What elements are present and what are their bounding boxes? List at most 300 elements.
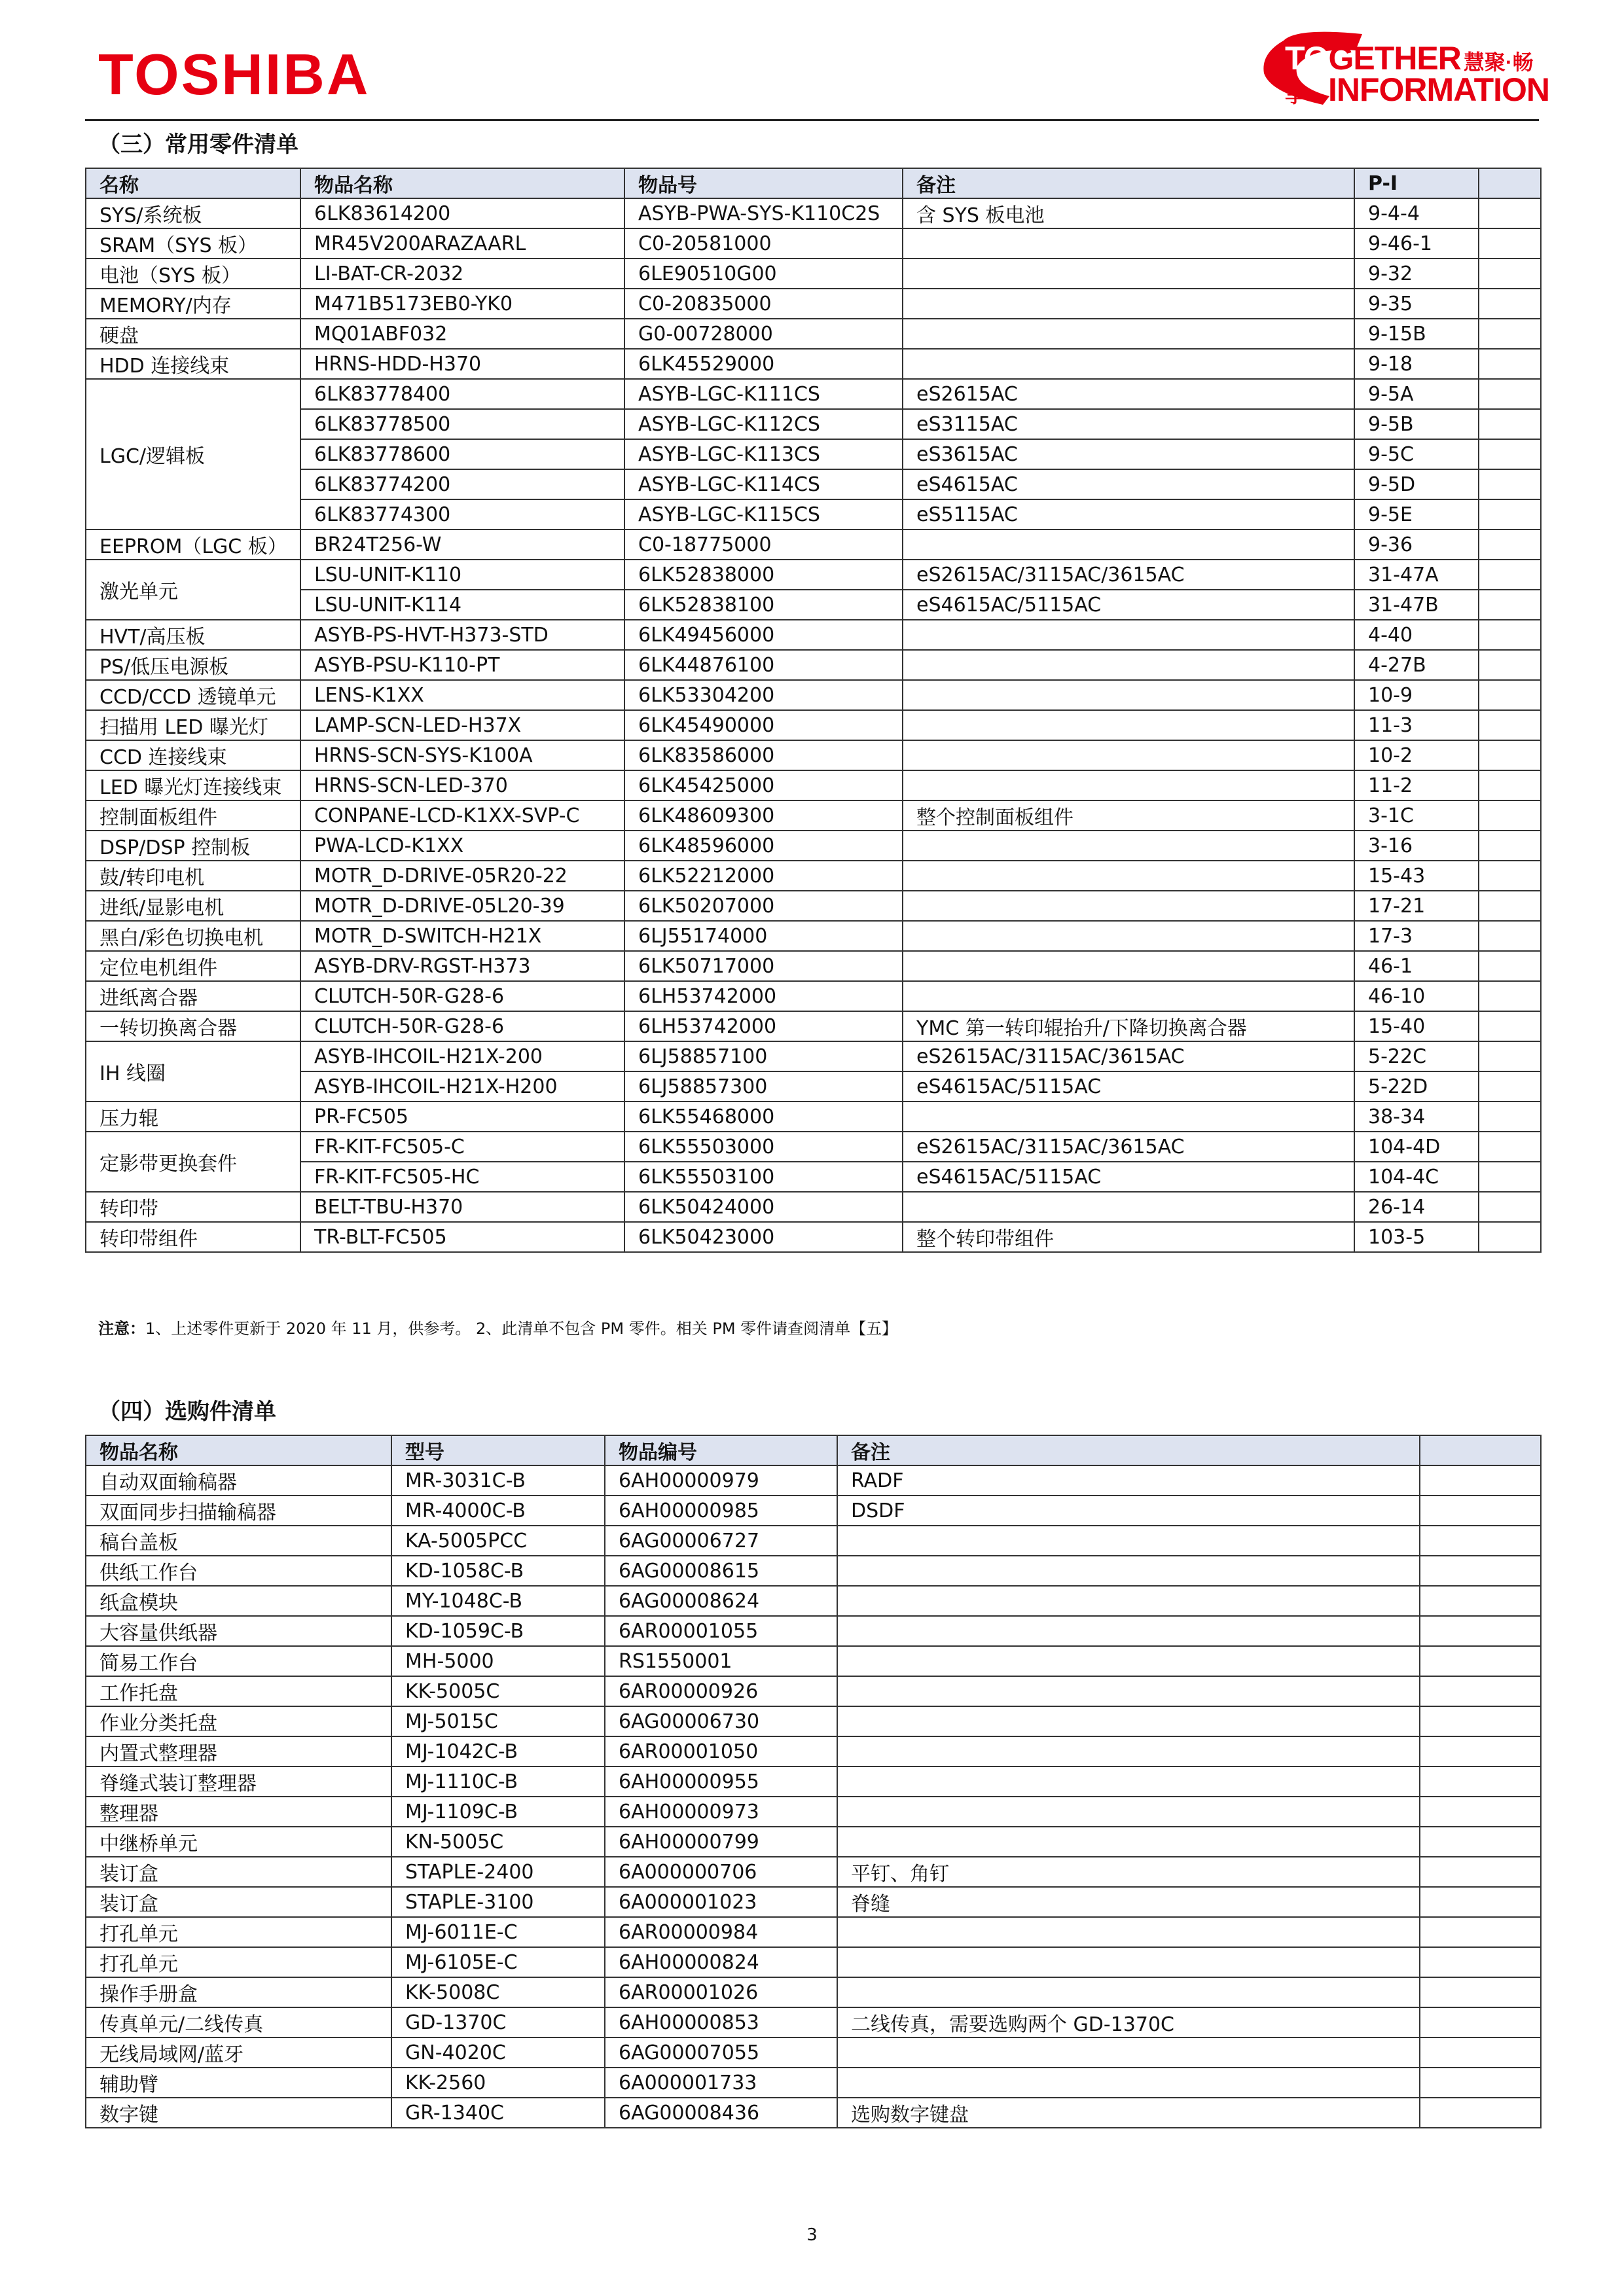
table-cell: 工作托盘 [86,1676,391,1706]
table-cell [903,891,1354,921]
table-cell: 17-21 [1354,891,1479,921]
table-cell: 6A000000706 [605,1857,837,1887]
table-cell: 9-32 [1354,259,1479,289]
table-row [86,1496,1541,1526]
table-cell: 6AG00008436 [605,2098,837,2128]
table-cell: 6AR00000926 [605,1676,837,1706]
table-cell [903,921,1354,951]
table-cell: 电池（SYS 板） [86,259,300,289]
table-row [86,650,1541,680]
table-cell: ASYB-LGC-K115CS [624,499,903,529]
table-cell: 6LJ58857300 [624,1071,903,1102]
table-cell: FR-KIT-FC505-HC [300,1162,624,1192]
table-cell: 内置式整理器 [86,1736,391,1767]
table-cell [1420,1857,1541,1887]
table-cell: 传真单元/二线传真 [86,2007,391,2037]
table-cell: 整个控制面板组件 [903,800,1354,831]
table-cell: 作业分类托盘 [86,1706,391,1736]
table-cell [903,981,1354,1011]
table-cell: KA-5005PCC [391,1526,605,1556]
table-cell: 6LK52212000 [624,861,903,891]
table-cell: 辅助臂 [86,2068,391,2098]
table-cell: MR45V200ARAZAARL [300,228,624,259]
table-cell: 无线局域网/蓝牙 [86,2037,391,2068]
table-cell: MQ01ABF032 [300,319,624,349]
table-row [86,228,1541,259]
table-cell: EEPROM（LGC 板） [86,529,300,560]
table-cell: 4-27B [1354,650,1479,680]
table-cell [1479,590,1541,620]
table-cell [903,650,1354,680]
table-row [86,289,1541,319]
table-cell: 一转切换离合器 [86,1011,300,1041]
table-row [86,379,1541,409]
table-cell: 9-18 [1354,349,1479,379]
table-cell [903,831,1354,861]
header-cell: 物品名称 [86,1435,391,1465]
table-cell: 扫描用 LED 曝光灯 [86,710,300,740]
table-cell [837,2037,1420,2068]
table-cell: 6LK48609300 [624,800,903,831]
table-cell: CLUTCH-50R-G28-6 [300,1011,624,1041]
table-cell: 装订盒 [86,1857,391,1887]
table-cell: 6AH00000853 [605,2007,837,2037]
header-cell: P-I [1354,168,1479,198]
table-cell: 稿台盖板 [86,1526,391,1556]
table-cell [1420,2007,1541,2037]
table-cell: CCD/CCD 透镜单元 [86,680,300,710]
table-cell [1479,499,1541,529]
table-row [86,1887,1541,1917]
table-cell [1420,1887,1541,1917]
table-cell: KK-5008C [391,1977,605,2007]
table-cell [1479,1162,1541,1192]
table-cell: 5-22C [1354,1041,1479,1071]
table-cell [1479,560,1541,590]
table-cell: 9-15B [1354,319,1479,349]
table-cell: eS3615AC [903,439,1354,469]
table-cell: 6LK50717000 [624,951,903,981]
table-cell [1420,2037,1541,2068]
table-cell [837,1706,1420,1736]
table-cell: MOTR_D-DRIVE-05L20-39 [300,891,624,921]
table-cell: eS2615AC [903,379,1354,409]
table-row [86,349,1541,379]
table-cell: ASYB-LGC-K113CS [624,439,903,469]
table-cell [1479,289,1541,319]
table-cell [1420,1465,1541,1496]
table-cell: PS/低压电源板 [86,650,300,680]
table-cell [1479,1222,1541,1252]
table-cell: 6LH53742000 [624,1011,903,1041]
table-row [86,1736,1541,1767]
table-row [86,259,1541,289]
table-row [86,2007,1541,2037]
table-row [86,1797,1541,1827]
table-cell [1479,770,1541,800]
table-cell: MJ-6105E-C [391,1947,605,1977]
table-cell [1479,891,1541,921]
table-cell: eS2615AC/3115AC/3615AC [903,1041,1354,1071]
table-cell: C0-20581000 [624,228,903,259]
table-cell: 9-5C [1354,439,1479,469]
table-cell: 6LK45490000 [624,710,903,740]
table-cell: 纸盒模块 [86,1586,391,1616]
table-cell: eS4615AC [903,469,1354,499]
table-cell: C0-18775000 [624,529,903,560]
table-cell: 6AR00001055 [605,1616,837,1646]
table-cell [1479,469,1541,499]
table-cell: 6AH00000955 [605,1767,837,1797]
table-cell: eS4615AC/5115AC [903,1071,1354,1102]
table-row [86,1586,1541,1616]
table-cell: MY-1048C-B [391,1586,605,1616]
table-cell: GN-4020C [391,2037,605,2068]
table-cell: 6LK83778500 [300,409,624,439]
table-cell: 6LK45425000 [624,770,903,800]
table-cell: ASYB-PS-HVT-H373-STD [300,620,624,650]
parts-section-title: （三）常用零件清单 [98,132,298,158]
table-cell: eS3115AC [903,409,1354,439]
table-cell: ASYB-PSU-K110-PT [300,650,624,680]
table-cell: 38-34 [1354,1102,1479,1132]
table-cell: MJ-1042C-B [391,1736,605,1767]
table-cell: 6AG00006730 [605,1706,837,1736]
table-cell [1420,2098,1541,2128]
table-cell: MR-3031C-B [391,1465,605,1496]
table-row [86,1947,1541,1977]
table-cell: CCD 连接线束 [86,740,300,770]
table-row [86,1676,1541,1706]
table-cell: PWA-LCD-K1XX [300,831,624,861]
table-cell: 10-2 [1354,740,1479,770]
table-cell: HDD 连接线束 [86,349,300,379]
table-cell: CLUTCH-50R-G28-6 [300,981,624,1011]
table-cell: ASYB-DRV-RGST-H373 [300,951,624,981]
table-cell: 6LK83774200 [300,469,624,499]
table-cell: 简易工作台 [86,1646,391,1676]
table-cell: TR-BLT-FC505 [300,1222,624,1252]
table-cell [1479,740,1541,770]
table-cell: BELT-TBU-H370 [300,1192,624,1222]
table-row [86,1616,1541,1646]
table-cell [1479,259,1541,289]
table-cell: LSU-UNIT-K110 [300,560,624,590]
table-cell [903,861,1354,891]
table-cell [1479,439,1541,469]
table-cell [1479,529,1541,560]
table-cell [837,1736,1420,1767]
table-cell: IH 线圈 [86,1041,300,1102]
table-cell: 供纸工作台 [86,1556,391,1586]
table-cell: G0-00728000 [624,319,903,349]
table-cell: 46-1 [1354,951,1479,981]
table-cell [1420,1586,1541,1616]
table-cell: 打孔单元 [86,1917,391,1947]
table-cell: 自动双面输稿器 [86,1465,391,1496]
table-row [86,1192,1541,1222]
table-cell: eS2615AC/3115AC/3615AC [903,560,1354,590]
table-cell: KD-1059C-B [391,1616,605,1646]
table-cell [837,1646,1420,1676]
table-row [86,198,1541,228]
table-cell [1479,981,1541,1011]
table-cell: 103-5 [1354,1222,1479,1252]
table-cell [837,1586,1420,1616]
table-cell [903,259,1354,289]
table-row [86,891,1541,921]
table-cell: 3-16 [1354,831,1479,861]
table-cell: STAPLE-3100 [391,1887,605,1917]
table-row [86,1857,1541,1887]
options-section-title: （四）选购件清单 [98,1399,276,1425]
table-cell: LGC/逻辑板 [86,379,300,529]
table-cell: LI-BAT-CR-2032 [300,259,624,289]
table-cell: 6LK55503100 [624,1162,903,1192]
table-cell [1479,198,1541,228]
table-cell [903,710,1354,740]
table-row [86,1706,1541,1736]
table-row [86,1827,1541,1857]
table-cell [1479,921,1541,951]
table-cell [1479,1192,1541,1222]
table-cell: 6LK44876100 [624,650,903,680]
table-cell: 6AG00008624 [605,1586,837,1616]
brand-line-1: TOGETHER 慧聚·畅享 [1285,40,1534,107]
table-cell: 9-5A [1354,379,1479,409]
table-row [86,1102,1541,1132]
toshiba-logo: TOSHIBA [98,42,370,107]
table-cell [837,1827,1420,1857]
table-cell [1420,1736,1541,1767]
table-cell: 6LK83586000 [624,740,903,770]
table-cell: 转印带组件 [86,1222,300,1252]
table-row [86,1767,1541,1797]
table-cell: MJ-1110C-B [391,1767,605,1797]
table-cell: 定影带更换套件 [86,1132,300,1192]
table-cell: 6LK83778400 [300,379,624,409]
table-cell: 6AH00000973 [605,1797,837,1827]
table-cell: 17-3 [1354,921,1479,951]
table-row [86,620,1541,650]
table-cell [903,349,1354,379]
table-cell: 6LK50423000 [624,1222,903,1252]
brand-line-2: INFORMATION [1328,71,1550,108]
table-cell [1479,1041,1541,1071]
table-cell: ASYB-LGC-K112CS [624,409,903,439]
table-cell [903,228,1354,259]
table-row [86,1222,1541,1252]
table-cell [837,1977,1420,2007]
table-cell: 6AH00000824 [605,1947,837,1977]
header-cell: 物品名称 [300,168,624,198]
table-cell: 整个转印带组件 [903,1222,1354,1252]
table-cell: HRNS-SCN-SYS-K100A [300,740,624,770]
table-cell: 6LK52838100 [624,590,903,620]
table-cell: 104-4C [1354,1162,1479,1192]
table-cell: 9-5B [1354,409,1479,439]
table-cell: KK-5005C [391,1676,605,1706]
parts-note: 注意：1、上述零件更新于 2020 年 11 月，供参考。 2、此清单不包含 PM 零件。相关 PM 零件请查阅清单【五】 [98,1319,898,1338]
header-cell: 物品号 [624,168,903,198]
header-cell: 名称 [86,168,300,198]
table-cell: 9-5E [1354,499,1479,529]
table-cell [1479,951,1541,981]
table-cell: eS4615AC/5115AC [903,590,1354,620]
table-cell: MOTR_D-DRIVE-05R20-22 [300,861,624,891]
table-row [86,831,1541,861]
table-cell: 4-40 [1354,620,1479,650]
table-cell [903,620,1354,650]
table-cell: 数字键 [86,2098,391,2128]
table-cell: 6LK55468000 [624,1102,903,1132]
table-cell: MR-4000C-B [391,1496,605,1526]
table-cell: MJ-6011E-C [391,1917,605,1947]
table-cell: 6LK50207000 [624,891,903,921]
table-cell: 31-47A [1354,560,1479,590]
table-cell: MOTR_D-SWITCH-H21X [300,921,624,951]
table-cell [1479,1011,1541,1041]
options-table-header [86,1435,1541,1465]
table-cell: 6LK53304200 [624,680,903,710]
table-cell [837,1526,1420,1556]
table-cell: 转印带 [86,1192,300,1222]
table-row [86,710,1541,740]
table-cell: 6LJ55174000 [624,921,903,951]
table-cell [1479,228,1541,259]
table-row [86,1646,1541,1676]
table-row [86,2098,1541,2128]
together-information-logo [1257,27,1550,108]
table-cell: 激光单元 [86,560,300,620]
table-cell: 6LK83774300 [300,499,624,529]
table-cell: 9-36 [1354,529,1479,560]
table-cell: KK-2560 [391,2068,605,2098]
table-cell: 大容量供纸器 [86,1616,391,1646]
table-cell: 6LE90510G00 [624,259,903,289]
table-cell [1420,2068,1541,2098]
table-cell: LENS-K1XX [300,680,624,710]
table-cell: 6AG00007055 [605,2037,837,2068]
table-cell [1479,349,1541,379]
table-cell [903,1192,1354,1222]
table-cell [1479,800,1541,831]
table-row [86,1011,1541,1041]
table-cell [1479,650,1541,680]
table-cell: MJ-5015C [391,1706,605,1736]
table-cell: 控制面板组件 [86,800,300,831]
table-row [86,1162,1541,1192]
table-cell [903,680,1354,710]
header-divider [85,119,1539,121]
table-cell: 6A000001023 [605,1887,837,1917]
table-cell: M471B5173EB0-YK0 [300,289,624,319]
table-cell: 46-10 [1354,981,1479,1011]
table-cell [1479,861,1541,891]
table-cell: SYS/系统板 [86,198,300,228]
table-row [86,1556,1541,1586]
table-row [86,1465,1541,1496]
table-row [86,1526,1541,1556]
table-cell: 15-43 [1354,861,1479,891]
table-cell [1420,1827,1541,1857]
table-row [86,1041,1541,1071]
table-cell: 6AR00001050 [605,1736,837,1767]
table-cell [837,1616,1420,1646]
table-cell [1420,1917,1541,1947]
options-table [85,1435,1542,2128]
table-cell: 整理器 [86,1797,391,1827]
table-row [86,1132,1541,1162]
table-cell: 鼓/转印电机 [86,861,300,891]
header-cell [1420,1435,1541,1465]
table-cell: HVT/高压板 [86,620,300,650]
table-cell: 进纸/显影电机 [86,891,300,921]
table-cell: FR-KIT-FC505-C [300,1132,624,1162]
table-row [86,921,1541,951]
table-row [86,981,1541,1011]
header-cell [1479,168,1541,198]
page-number: 3 [806,2225,818,2245]
table-cell: 6LK52838000 [624,560,903,590]
table-cell [837,1917,1420,1947]
table-row [86,2037,1541,2068]
table-cell: ASYB-LGC-K114CS [624,469,903,499]
table-cell [1420,1616,1541,1646]
table-cell: 31-47B [1354,590,1479,620]
table-row [86,439,1541,469]
table-cell [903,951,1354,981]
table-cell [1479,620,1541,650]
table-cell [1479,379,1541,409]
table-cell: 9-35 [1354,289,1479,319]
table-cell [1420,1947,1541,1977]
table-cell [1420,1797,1541,1827]
table-cell [837,1947,1420,1977]
table-cell: 6LK48596000 [624,831,903,861]
table-cell [1420,1646,1541,1676]
table-cell: STAPLE-2400 [391,1857,605,1887]
table-cell [1420,1706,1541,1736]
table-cell [903,529,1354,560]
table-cell: 压力辊 [86,1102,300,1132]
table-cell: ASYB-IHCOIL-H21X-H200 [300,1071,624,1102]
table-cell: MEMORY/内存 [86,289,300,319]
table-cell: 含 SYS 板电池 [903,198,1354,228]
table-cell [1479,1102,1541,1132]
table-cell [903,740,1354,770]
table-cell: 9-46-1 [1354,228,1479,259]
table-cell [837,2068,1420,2098]
table-cell: 11-2 [1354,770,1479,800]
table-cell: 6AG00006727 [605,1526,837,1556]
table-cell: 6LH53742000 [624,981,903,1011]
table-cell: 10-9 [1354,680,1479,710]
parts-table [85,168,1542,1253]
table-cell: LED 曝光灯连接线束 [86,770,300,800]
table-cell: 6LK83614200 [300,198,624,228]
table-cell [1420,1977,1541,2007]
table-row [86,680,1541,710]
table-cell [903,770,1354,800]
table-cell: 操作手册盒 [86,1977,391,2007]
table-cell: MH-5000 [391,1646,605,1676]
table-cell: MJ-1109C-B [391,1797,605,1827]
table-cell: YMC 第一转印辊抬升/下降切换离合器 [903,1011,1354,1041]
table-cell [1420,1676,1541,1706]
table-cell: eS4615AC/5115AC [903,1162,1354,1192]
table-cell [903,1102,1354,1132]
